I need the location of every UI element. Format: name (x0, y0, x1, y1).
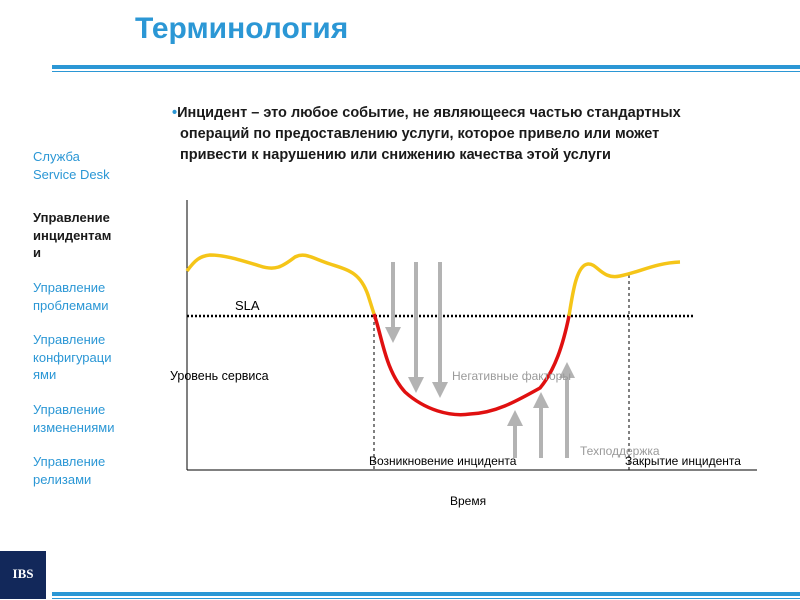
sidebar-item-configuration-management[interactable]: Управление конфигураци ями (33, 332, 112, 382)
incident-start-label: Возникновение инцидента (369, 454, 517, 468)
incident-definition: •Инцидент – это любое событие, не являющееся частью стандартных операций по предоставлению услуги, которое привело или может привести к нарушению или снижению качества этой услуги (172, 105, 681, 163)
service-level-curve-start (187, 255, 374, 314)
incident-close-label: Закрытие инцидента (625, 454, 741, 468)
sla-label: SLA (235, 298, 260, 313)
sidebar-item-service-desk[interactable]: Служба Service Desk (33, 149, 110, 182)
time-axis-label: Время (450, 494, 487, 508)
service-level-curve-recovery (569, 262, 680, 316)
support-label: Техподдержка (580, 444, 660, 458)
slide-title: Терминология (135, 12, 349, 45)
sidebar-item-release-management[interactable]: Управление релизами (33, 454, 106, 487)
service-level-curve-incident (374, 314, 569, 415)
footer-divider (52, 592, 800, 596)
sidebar-item-problem-management[interactable]: Управление проблемами (33, 280, 109, 313)
ibs-logo: IBS (0, 551, 46, 599)
sidebar-item-incident-management[interactable]: Управление инцидентам и (33, 210, 112, 260)
service-level-label: Уровень сервиса (170, 369, 269, 383)
sidebar-item-change-management[interactable]: Управление изменениями (33, 402, 115, 435)
footer-divider-thin (52, 598, 800, 599)
negative-factors-label: Негативные факторы (452, 369, 571, 383)
bullet-dot: • (172, 105, 178, 121)
